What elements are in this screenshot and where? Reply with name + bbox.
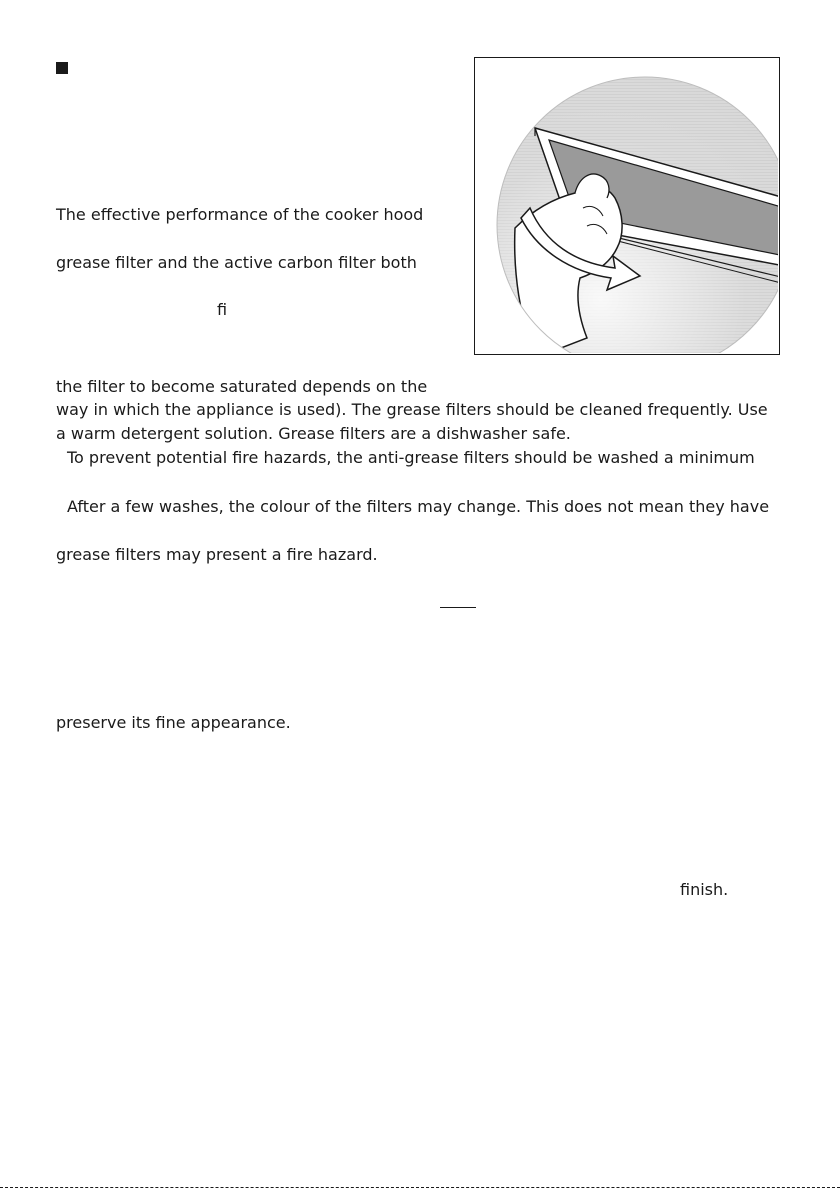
cleaning-line-1: preserve its fine appearance. xyxy=(56,713,291,732)
intro-line-1: The effective performance of the cooker hood xyxy=(56,205,424,224)
filters-line-6: grease filters may present a fire hazard. xyxy=(56,545,378,564)
filters-line-3: a warm detergent solution. Grease filters are a dishwasher safe. xyxy=(56,424,571,443)
section-bullet xyxy=(56,62,68,74)
filters-line-4: To prevent potential fire hazards, the anti-grease filters should be washed a minimum xyxy=(67,448,755,467)
intro-line-3: fi xyxy=(217,300,228,319)
filters-line-1: the filter to become saturated depends on the xyxy=(56,377,428,396)
filter-removal-icon xyxy=(475,58,778,353)
underline-fragment xyxy=(440,607,476,608)
filter-removal-illustration xyxy=(474,57,780,355)
filters-line-5: After a few washes, the colour of the filters may change. This does not mean they have xyxy=(67,497,770,516)
intro-line-2: grease filter and the active carbon filter both xyxy=(56,253,417,272)
page-bottom-rule xyxy=(0,1187,840,1188)
filters-line-2: way in which the appliance is used). The grease filters should be cleaned frequently. Use xyxy=(56,400,768,419)
cleaning-line-2: finish. xyxy=(680,880,729,899)
